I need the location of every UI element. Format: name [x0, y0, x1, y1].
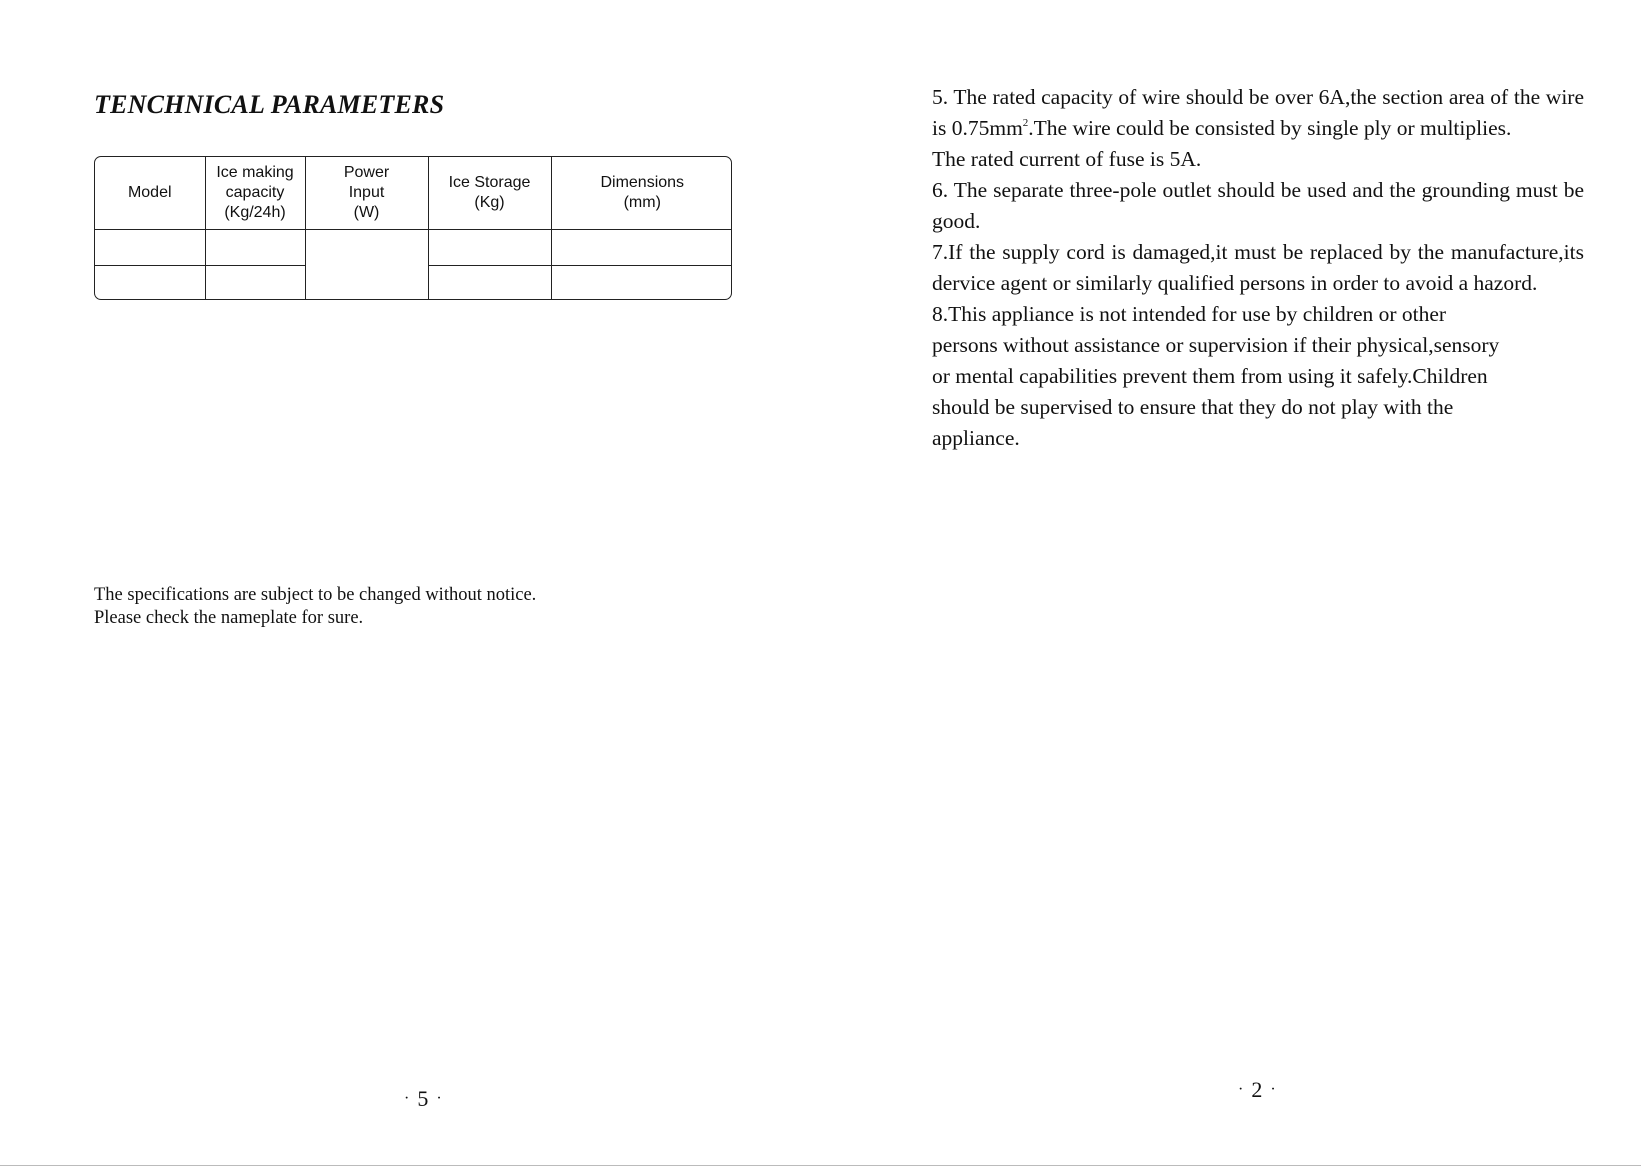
instruction-item-5 — [932, 82, 1584, 144]
table-cell-storage — [428, 265, 551, 300]
item-8-line: or mental capabilities prevent them from using it safely.Children — [932, 364, 1488, 388]
page-number-value: 2 — [1251, 1077, 1263, 1102]
superscript-2: 2 — [1022, 117, 1029, 129]
table-header-row — [95, 157, 732, 229]
instruction-item-8 — [932, 299, 1584, 454]
page-number — [396, 1086, 450, 1112]
spec-table-frame — [94, 156, 732, 300]
fuse-rating: The rated current of fuse is 5A. — [932, 147, 1202, 171]
page-number-value: 5 — [417, 1086, 429, 1111]
page-number-dot: · — [1238, 1081, 1244, 1098]
table-cell-storage — [428, 229, 551, 265]
scan-bottom-edge — [0, 1165, 1641, 1166]
table-cell-dimensions — [551, 265, 732, 300]
header-dimensions: Dimensions (mm) — [551, 157, 732, 229]
header-model: Model — [95, 157, 205, 229]
header-ice-making-capacity: Ice making capacity (Kg/24h) — [205, 157, 305, 229]
table-cell-capacity — [205, 229, 305, 265]
header-ice-storage: Ice Storage (Kg) — [428, 157, 551, 229]
instruction-item-7: 7.If the supply cord is damaged,it must be replaced by the manufacture,its dervice agent or similarly qualified persons in order to avoid a hazord. — [932, 240, 1584, 295]
page-number-dot: · — [404, 1090, 410, 1107]
item-8-line: appliance. — [932, 426, 1020, 450]
safety-instructions — [932, 82, 1584, 454]
instruction-item-6: 6. The separate three-pole outlet should be used and the grounding must be good. — [932, 178, 1584, 233]
table-cell-model — [95, 265, 205, 300]
note-line: Please check the nameplate for sure. — [94, 608, 364, 628]
left-page — [0, 0, 820, 1168]
section-title: TENCHNICAL PARAMETERS — [94, 90, 445, 119]
table-cell-capacity — [205, 265, 305, 300]
item-8-line: should be supervised to ensure that they do not play with the — [932, 395, 1454, 419]
item-8-line: persons without assistance or supervision if their physical,sensory — [932, 333, 1500, 357]
page-number — [1230, 1077, 1284, 1103]
header-power-input: Power Input (W) — [305, 157, 428, 229]
page-number-dot: · — [436, 1090, 442, 1107]
table-cell-power — [305, 229, 428, 300]
page-number-dot: · — [1270, 1081, 1276, 1098]
table-cell-dimensions — [551, 229, 732, 265]
table-cell-model — [95, 229, 205, 265]
item-8-line: 8.This appliance is not intended for use by children or other — [932, 302, 1447, 326]
item-5-text-cont: .The wire could be consisted by single ply or multiplies. — [1028, 116, 1512, 140]
specifications-note — [94, 584, 714, 630]
item-5-text: 5. The rated capacity of wire should be over 6A,the section area of the wire is 0.75mm — [932, 85, 1584, 140]
spec-table — [95, 157, 732, 300]
note-line: The specifications are subject to be changed without notice. — [94, 585, 537, 605]
table-row — [95, 229, 732, 265]
right-page — [820, 0, 1641, 1168]
